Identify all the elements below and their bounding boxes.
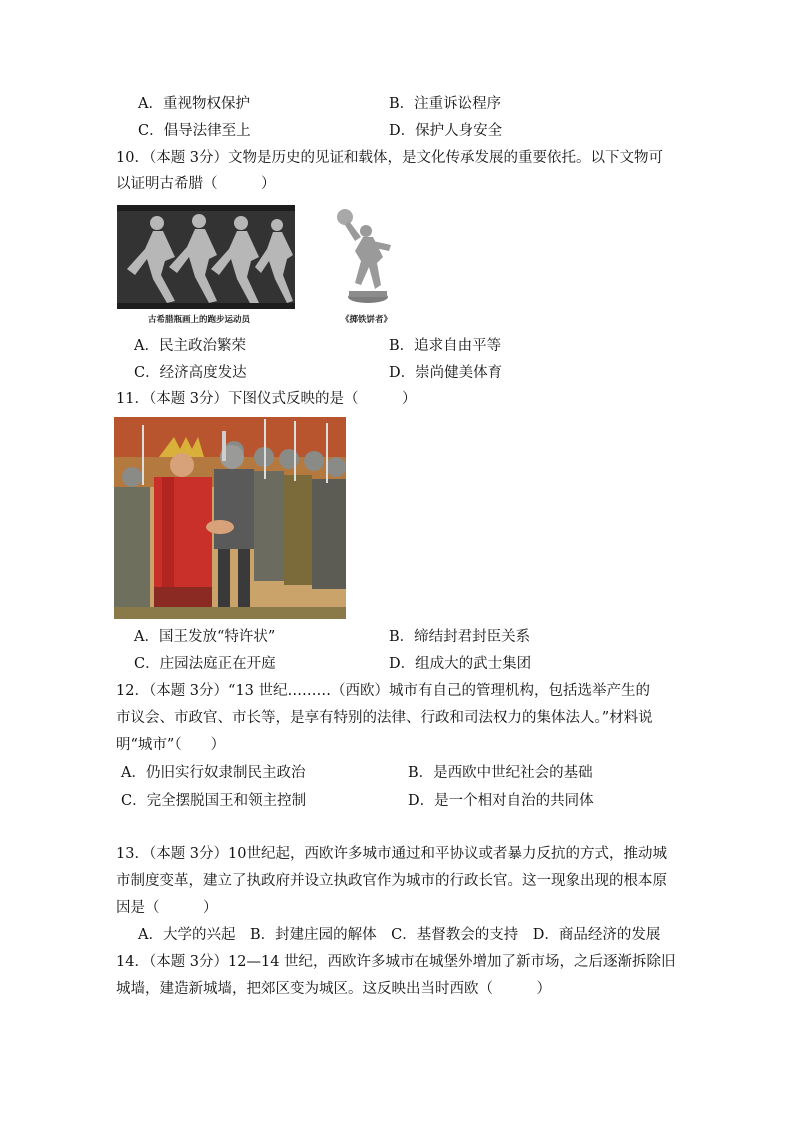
q12-stem-line1: 12．（本题 3分）“13 世纪………（西欧）城市有自己的管理机构，包括选举产生的 — [116, 683, 651, 699]
q13-options-line: A．大学的兴起 B．封建庄园的解体 C．基督教会的支持 D．商品经济的发展 — [138, 927, 661, 943]
greek-vase-runners-image — [117, 205, 295, 309]
q12-option-c: C．完全摆脱国王和领主控制 — [121, 793, 307, 809]
q12-option-b: B．是西欧中世纪社会的基础 — [408, 765, 593, 781]
q10-stem-line2: 以证明古希腊（ ） — [116, 176, 276, 192]
q14-stem-line2: 城墙，建造新城墙，把郊区变为城区。这反映出当时西欧（ ） — [116, 981, 551, 997]
q11-option-c: C．庄园法庭正在开庭 — [134, 656, 276, 672]
discobolus-statue-image — [333, 205, 403, 309]
q11-option-a: A．国王发放“特许状” — [134, 629, 276, 645]
q10-option-a: A．民主政治繁荣 — [134, 338, 246, 354]
q13-stem-line3: 因是（ ） — [116, 900, 218, 916]
q11-option-d: D．组成大的武士集团 — [389, 656, 532, 672]
q12-option-d: D．是一个相对自治的共同体 — [408, 793, 594, 809]
q13-stem-line1: 13．（本题 3分）10世纪起，西欧许多城市通过和平协议或者暴力反抗的方式，推动城 — [116, 846, 667, 862]
q9-option-a: A．重视物权保护 — [138, 96, 250, 112]
q10-option-b: B．追求自由平等 — [389, 338, 502, 354]
q10-option-c: C．经济高度发达 — [134, 365, 247, 381]
q11-option-b: B．缔结封君封臣关系 — [389, 629, 531, 645]
q14-stem-line1: 14．（本题 3分）12—14 世纪，西欧许多城市在城堡外增加了新市场，之后逐渐拆除旧 — [116, 954, 676, 970]
q10-fig1-caption: 古希腊瓶画上的跑步运动员 — [148, 315, 251, 325]
q11-stem-line1: 11．（本题 3分）下图仪式反映的是（ ） — [116, 391, 417, 407]
q12-option-a: A．仍旧实行奴隶制民主政治 — [121, 765, 306, 781]
q12-stem-line2: 市议会、市政官、市长等，是享有特别的法律、行政和司法权力的集体法人。”材料说 — [116, 710, 653, 726]
q10-stem-line1: 10．（本题 3分）文物是历史的见证和载体，是文化传承发展的重要依托。以下文物可 — [116, 150, 664, 166]
q9-option-d: D．保护人身安全 — [389, 123, 503, 139]
q9-option-c: C．倡导法律至上 — [138, 123, 251, 139]
q9-option-b: B．注重诉讼程序 — [389, 96, 502, 112]
q13-stem-line2: 市制度变革，建立了执政府并设立执政官作为城市的行政长官。这一现象出现的根本原 — [116, 873, 667, 889]
q12-stem-line3: 明“城市”（ ） — [116, 737, 226, 753]
q10-fig2-caption: 《掷铁饼者》 — [341, 315, 393, 325]
q10-option-d: D．崇尚健美体育 — [389, 365, 503, 381]
medieval-homage-ceremony-image — [114, 417, 346, 619]
